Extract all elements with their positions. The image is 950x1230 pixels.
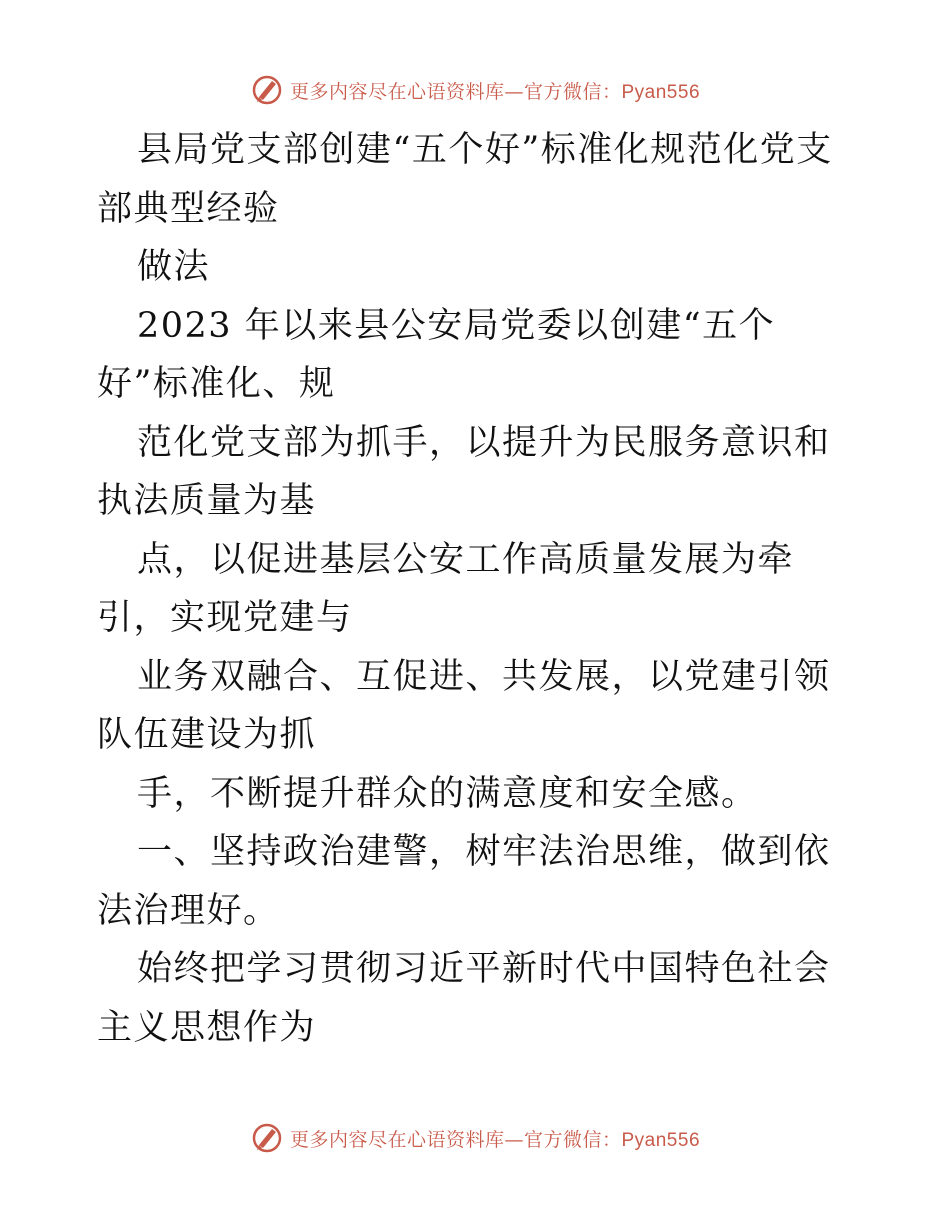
watermark-text [290,77,700,104]
watermark-header [0,70,950,110]
watermark-cn: 更多内容尽在心语资料库—官方微信： [289,1128,622,1151]
watermark-handle: Pyan556 [621,1129,701,1151]
paragraph: 点，以促进基层公安工作高质量发展为牵引，实现党建与 [97,539,795,638]
paragraph: 始终把学习贯彻习近平新时代中国特色社会主义思想作为 [97,949,831,1048]
watermark-footer [0,1118,950,1158]
paragraph: 范化党支部为抓手，以提升为民服务意识和执法质量为基 [97,422,831,521]
paragraph: 做法 [137,247,211,287]
paragraph: 县局党支部创建“五个好”标准化规范化党支部典型经验 [97,130,833,229]
watermark-cn: 更多内容尽在心语资料库—官方微信： [289,80,622,103]
paragraph: 2023 年以来县公安局党委以创建“五个好”标准化、规 [97,305,776,404]
watermark-handle: Pyan556 [621,81,701,103]
watermark-text [290,1125,700,1152]
document-body [97,121,857,1057]
pen-nib-seal-icon [250,73,284,107]
paragraph: 业务双融合、互促进、共发展，以党建引领队伍建设为抓 [97,656,831,755]
paragraph: 一、坚持政治建警，树牢法治思维，做到依法治理好。 [97,832,831,931]
paragraph: 手，不断提升群众的满意度和安全感。 [137,773,758,814]
pen-nib-seal-icon [250,1121,284,1155]
